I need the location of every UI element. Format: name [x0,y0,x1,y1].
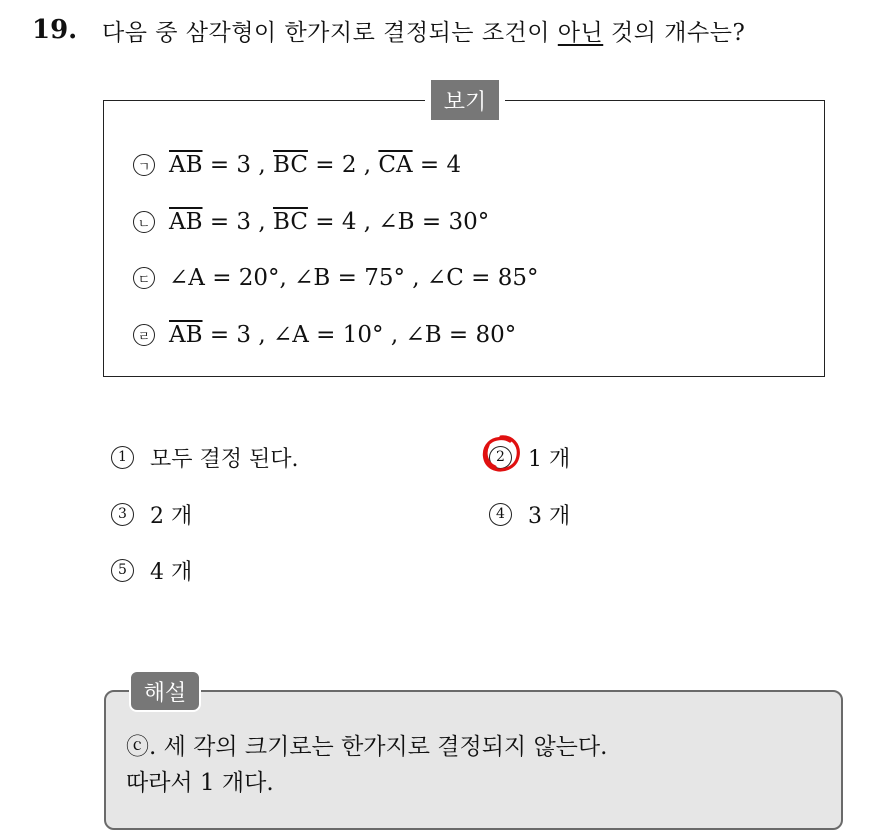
bogi-marker-4: ㄹ [133,324,155,346]
choice-number-2: 2 [489,446,512,469]
bogi-marker-2: ㄴ [133,211,155,233]
choice-text-2: 1 개 [528,446,571,472]
choice-number-3: 3 [111,503,134,526]
bogi-item-2-text-1: = 3 , [202,209,273,235]
choice-number-1: 1 [111,446,134,469]
bogi-item-1-text-1: = 3 , [202,152,273,178]
segment-ca: $\overline{CA}$ [378,152,413,178]
bogi-marker-3: ㄷ [133,267,155,289]
choice-number-4: 4 [489,503,512,526]
question-underlined-word: 아닌 [557,19,604,46]
choice-4[interactable] [489,497,570,531]
choice-text-4: 3 개 [528,503,571,529]
bogi-item-2-text-2: = 4 , ∠B = 30° [307,209,490,235]
answer-mark-icon [478,431,524,477]
question-text [102,14,745,47]
choice-3[interactable] [111,497,192,531]
segment-ab: $\overline{AB}$ [169,322,203,348]
segment-bc: $\overline{BC}$ [272,209,308,235]
bogi-item-4 [133,318,516,352]
choice-number-5: 5 [111,559,134,582]
question-header [32,12,745,48]
bogi-item-1 [133,148,461,182]
segment-bc: $\overline{BC}$ [272,152,308,178]
bogi-item-1-text-3: = 4 [412,152,462,178]
question-number: 19. [32,15,78,45]
choice-5[interactable] [111,553,192,587]
choice-text-5: 4 개 [150,559,193,585]
explanation-line-1: ⓒ. 세 각의 크기로는 한가지로 결정되지 않는다. [126,733,608,760]
bogi-item-2 [133,205,489,239]
bogi-item-3-text: ∠A = 20°, ∠B = 75° , ∠C = 85° [169,265,539,291]
segment-ab: $\overline{AB}$ [169,152,203,178]
explanation-line-2: 따라서 1 개다. [126,769,274,796]
question-text-after: 것의 개수는? [603,19,746,46]
choice-text-1: 모두 결정 된다. [150,446,299,472]
bogi-item-1-text-2: = 2 , [307,152,379,178]
choice-1[interactable] [111,440,299,474]
choice-text-3: 2 개 [150,503,193,529]
bogi-marker-1: ㄱ [133,154,155,176]
bogi-item-3 [133,261,538,295]
bogi-label: 보기 [431,80,499,120]
bogi-item-4-text: = 3 , ∠A = 10° , ∠B = 80° [202,322,517,348]
question-text-before: 다음 중 삼각형이 한가지로 결정되는 조건이 [102,19,558,46]
segment-ab: $\overline{AB}$ [169,209,203,235]
explanation-label: 해설 [129,670,201,712]
